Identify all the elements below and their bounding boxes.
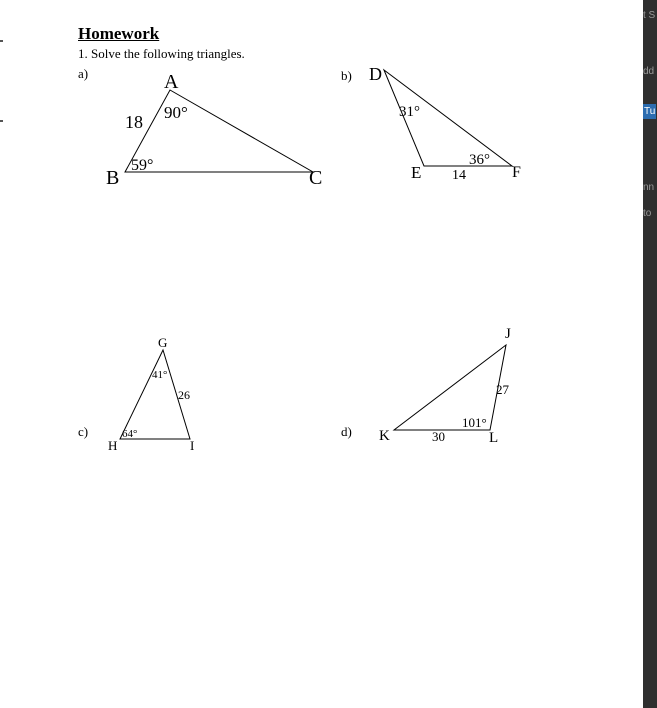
vertex-I-label: I [190, 438, 195, 453]
vertex-G-label: G [158, 335, 168, 350]
vertex-D-label: D [369, 64, 382, 84]
vertex-L-label: L [489, 430, 499, 446]
vertex-C-label: C [309, 167, 323, 189]
vertex-E-label: E [411, 163, 422, 182]
angle-A-label: 90° [164, 103, 188, 122]
vertex-H-label: H [108, 438, 118, 453]
side-KL-label: 30 [432, 429, 445, 444]
side-EF-label: 14 [452, 168, 466, 183]
part-d-label: d) [341, 424, 352, 439]
background-window-edge [643, 0, 657, 708]
vertex-F-label: F [512, 164, 521, 181]
angle-G-label: 41° [152, 369, 168, 381]
part-a-label: a) [78, 66, 89, 81]
vertex-A-label: A [164, 71, 179, 93]
side-GI-label: 26 [178, 388, 190, 402]
vertex-B-label: B [106, 167, 120, 189]
part-c-label: c) [78, 424, 89, 439]
triangle-d-shape [394, 345, 506, 430]
vertex-K-label: K [379, 428, 390, 444]
angle-F-label: 36° [469, 152, 490, 168]
instruction-text: 1. Solve the following triangles. [78, 46, 245, 61]
part-b-label: b) [341, 68, 352, 83]
angle-D-label: 31° [399, 104, 420, 120]
angle-H-label: 64° [122, 428, 138, 440]
angle-L-label: 101° [462, 415, 487, 430]
vertex-J-label: J [505, 326, 511, 342]
edge-button-fragment[interactable]: Tu [644, 106, 656, 117]
edge-text-fragment: t S [643, 10, 656, 21]
angle-B-label: 59° [131, 157, 154, 174]
edge-text-fragment: dd [643, 66, 655, 77]
side-JL-label: 27 [496, 382, 509, 397]
page-title: Homework [78, 24, 160, 43]
edge-text-fragment: to [643, 208, 652, 219]
side-AB-label: 18 [125, 112, 143, 132]
edge-text-fragment: nn [643, 182, 655, 193]
